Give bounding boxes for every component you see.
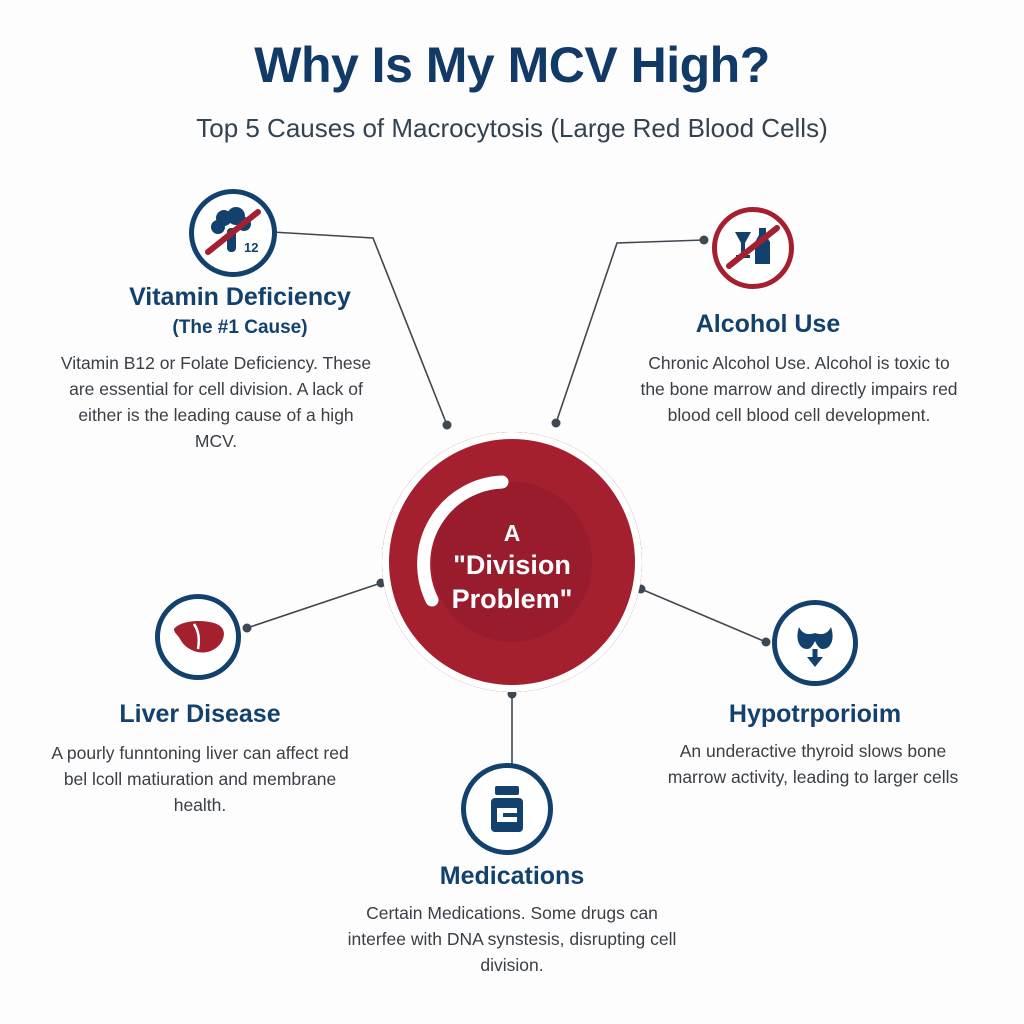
node-icon-liver-disease[interactable]	[155, 594, 241, 680]
node-title-vitamin-deficiency: Vitamin Deficiency	[129, 283, 351, 311]
b12-badge-text: 12	[244, 240, 259, 255]
node-icon-alcohol-use[interactable]	[712, 207, 794, 289]
node-icon-vitamin-deficiency[interactable]	[189, 189, 277, 277]
node-body-liver-disease: A pourly funntoning liver can affect red bel lcoll matiuration and membrane health.	[51, 743, 349, 815]
no-broccoli-b12-icon	[194, 194, 272, 272]
page-title: Why Is My MCV High?	[254, 37, 770, 93]
node-icon-medications[interactable]	[461, 763, 553, 855]
node-body-alcohol-use: Chronic Alcohol Use. Alcohol is toxic to the bone marrow and directly impairs red blood cell blood cell development.	[640, 353, 958, 425]
node-title-alcohol-use: Alcohol Use	[695, 310, 841, 338]
center-line-2: "Division	[453, 550, 571, 580]
node-title-hypothyroidism: Hypotrporioim	[728, 700, 902, 728]
node-body-hypothyroidism: An underactive thyroid slows bone marrow activity, leading to larger cells	[667, 741, 959, 787]
page-subtitle: Top 5 Causes of Macrocytosis (Large Red Blood Cells)	[196, 113, 828, 143]
thyroid-down-arrow-icon	[777, 605, 853, 681]
node-title-medications: Medications	[439, 862, 585, 890]
node-body-vitamin-deficiency: Vitamin B12 or Folate Deficiency. These are essential for cell division. A lack of either is the leading cause of a high MCV.	[60, 353, 372, 451]
no-alcohol-icon	[717, 212, 789, 284]
center-hub	[382, 432, 642, 692]
center-line-1: A	[503, 520, 521, 546]
node-icon-hypothyroidism[interactable]	[772, 600, 858, 686]
node-title-liver-disease: Liver Disease	[119, 700, 281, 728]
center-hub-label	[382, 518, 642, 616]
node-body-medications: Certain Medications. Some drugs can interfee with DNA synstesis, disrupting cell division.	[347, 903, 677, 975]
center-line-3: Problem"	[451, 584, 573, 614]
liver-icon	[160, 599, 236, 675]
pill-bottle-icon	[466, 768, 548, 850]
node-subtitle-vitamin-deficiency: (The #1 Cause)	[172, 317, 308, 338]
